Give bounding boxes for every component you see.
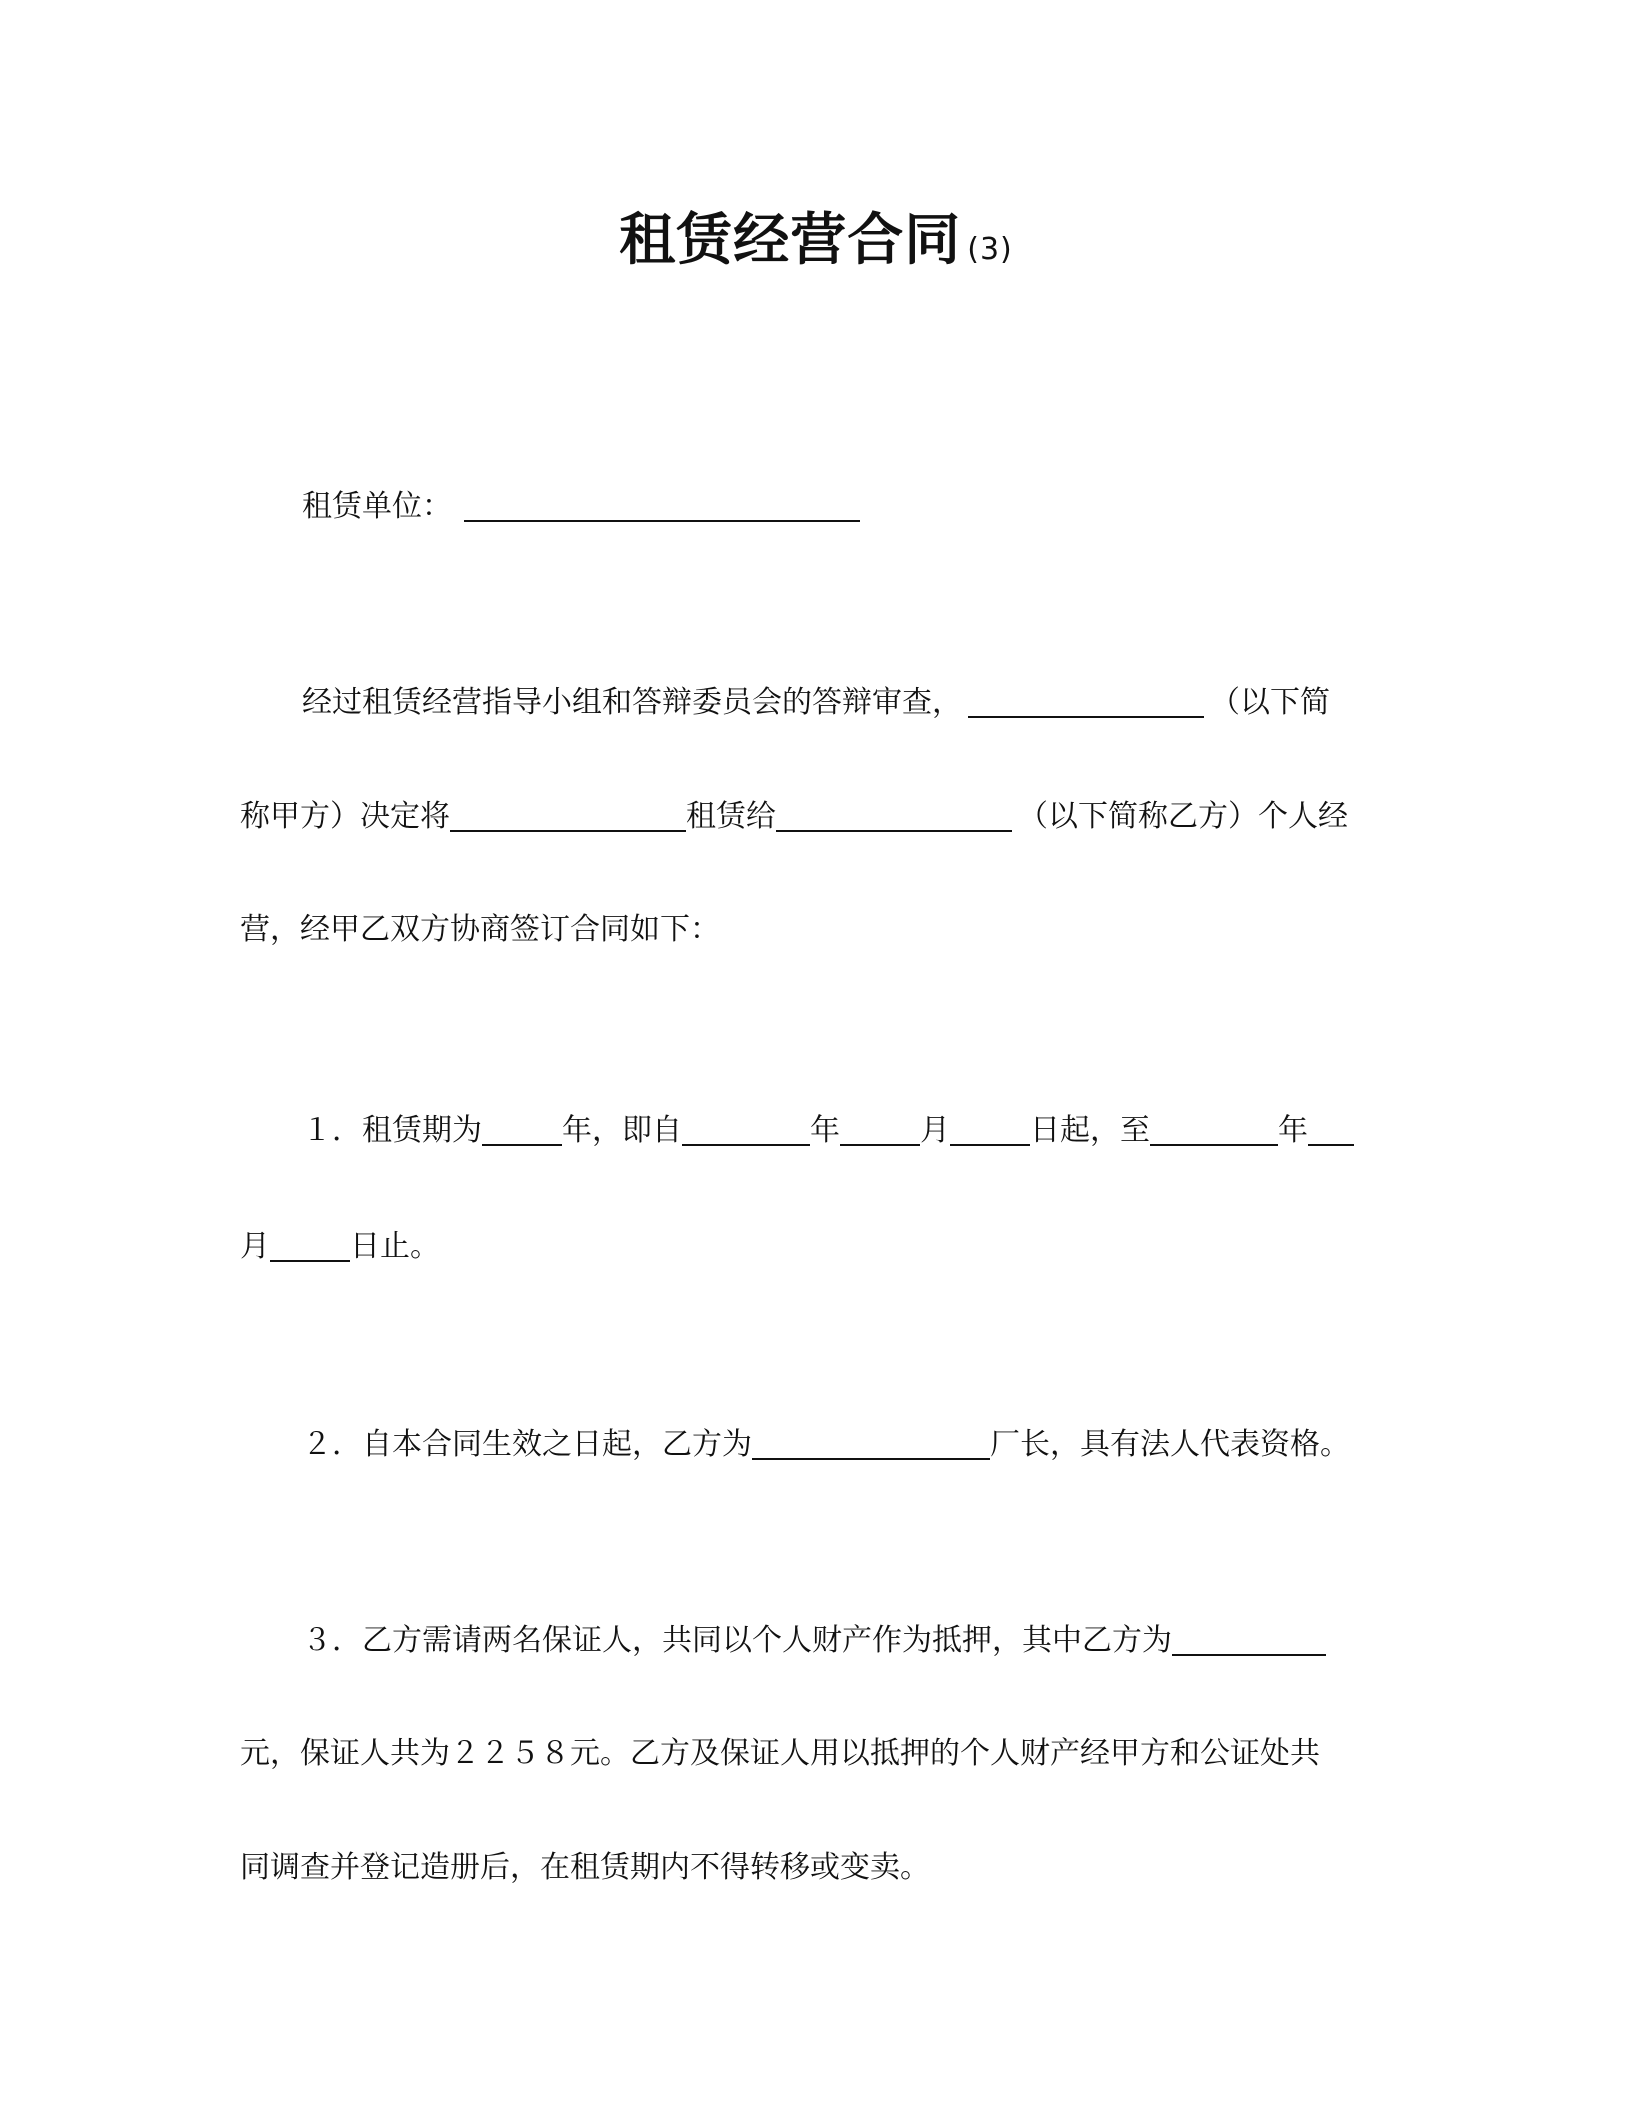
intro-text-1: 经过租赁经营指导小组和答辩委员会的答辩审查， (302, 685, 962, 720)
enterprise-blank[interactable] (450, 796, 686, 832)
clause-1-text-8: 日止。 (350, 1229, 440, 1264)
intro-text-6: 营，经甲乙双方协商签订合同如下： (240, 912, 720, 947)
lessor-label: 租赁单位： (302, 489, 452, 524)
intro-line-1 (302, 682, 1330, 723)
clause-3-text-2: 元，保证人共为２２５８元。乙方及保证人用以抵押的个人财产经甲方和公证处共 (240, 1736, 1320, 1771)
clause-1-text-5: 日起，至 (1030, 1113, 1150, 1148)
start-month-blank[interactable] (840, 1110, 920, 1146)
intro-text-4: 租赁给 (686, 799, 776, 834)
intro-line-3 (240, 910, 720, 950)
clause-3-line-1 (302, 1620, 1326, 1661)
title-suffix: (3) (967, 232, 1013, 267)
clause-2-text-2: 厂长，具有法人代表资格。 (990, 1427, 1350, 1462)
lessor-line (302, 486, 860, 527)
end-year-blank[interactable] (1150, 1110, 1278, 1146)
lease-years-blank[interactable] (482, 1110, 562, 1146)
clause-2-text-1: ２．自本合同生效之日起，乙方为 (302, 1427, 752, 1462)
factory-blank[interactable] (752, 1424, 990, 1460)
clause-1-text-2: 年，即自 (562, 1113, 682, 1148)
document-title (0, 196, 1632, 276)
clause-1-line-1 (302, 1110, 1354, 1151)
clause-1-text-7: 月 (240, 1229, 270, 1264)
clause-3-text-1: ３．乙方需请两名保证人，共同以个人财产作为抵押，其中乙方为 (302, 1623, 1172, 1658)
clause-2-line (302, 1424, 1350, 1465)
clause-1-text-1: １．租赁期为 (302, 1113, 482, 1148)
clause-3-text-3: 同调查并登记造册后，在租赁期内不得转移或变卖。 (240, 1850, 930, 1885)
clause-3-line-2 (240, 1734, 1320, 1774)
end-month-blank[interactable] (1308, 1110, 1354, 1146)
clause-3-line-3 (240, 1848, 930, 1888)
start-year-blank[interactable] (682, 1110, 810, 1146)
title-text: 租赁经营合同 (619, 208, 962, 273)
start-day-blank[interactable] (950, 1110, 1030, 1146)
clause-1-line-2 (240, 1226, 440, 1267)
intro-line-2 (240, 796, 1348, 837)
lessor-blank[interactable] (464, 486, 860, 522)
clause-1-text-6: 年 (1278, 1113, 1308, 1148)
clause-1-text-4: 月 (920, 1113, 950, 1148)
end-day-blank[interactable] (270, 1226, 350, 1262)
lessor-party-blank[interactable] (968, 682, 1204, 718)
intro-text-2: （以下简 (1210, 685, 1330, 720)
intro-text-3: 称甲方）决定将 (240, 799, 450, 834)
clause-1-text-3: 年 (810, 1113, 840, 1148)
lessee-blank[interactable] (776, 796, 1012, 832)
intro-text-5: （以下简称乙方）个人经 (1018, 799, 1348, 834)
lessee-deposit-blank[interactable] (1172, 1620, 1326, 1656)
